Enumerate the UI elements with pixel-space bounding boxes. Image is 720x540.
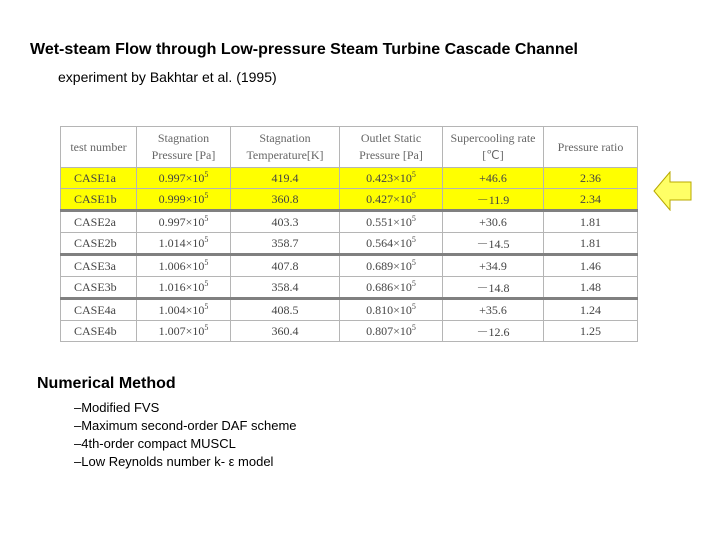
exponent: 5 xyxy=(204,214,209,223)
stagnation-pressure-cell: $1.006\times 10^5$ xyxy=(137,255,231,277)
stagnation-temperature-cell: 358.4 xyxy=(231,277,340,299)
supercooling-rate-cell: －14.8 xyxy=(443,277,544,299)
case-cell: CASE2a xyxy=(61,211,137,233)
left-arrow-icon xyxy=(653,171,693,211)
list-item: –Low Reynolds number k- ε model xyxy=(74,454,274,469)
list-item: –4th-order compact MUSCL xyxy=(74,436,236,451)
stagnation-pressure-cell: $1.004\times 10^5$ xyxy=(137,299,231,321)
pressure-ratio-cell: 1.81 xyxy=(544,233,638,255)
table-row xyxy=(61,168,638,189)
supercooling-rate-cell: +30.6 xyxy=(443,211,544,233)
stagnation-pressure-cell: $1.014\times 10^5$ xyxy=(137,233,231,255)
column-header-pressure-ratio: Pressure ratio xyxy=(544,127,638,168)
pressure-ratio-cell: 1.48 xyxy=(544,277,638,299)
stagnation-pressure-cell: $0.997\times 10^5$ xyxy=(137,168,231,189)
outlet-static-pressure-cell: $0.810\times 10^5$ xyxy=(340,299,443,321)
list-item: –Maximum second-order DAF scheme xyxy=(74,418,297,433)
exponent: 5 xyxy=(411,170,416,179)
table-row xyxy=(61,233,638,255)
page-title: Wet-steam Flow through Low-pressure Steam Turbine Cascade Channel xyxy=(30,41,578,58)
exponent: 5 xyxy=(411,191,416,200)
supercooling-rate-cell: －11.9 xyxy=(443,189,544,211)
table-row xyxy=(61,189,638,211)
supercooling-rate-cell: +35.6 xyxy=(443,299,544,321)
stagnation-temperature-cell: 407.8 xyxy=(231,255,340,277)
pressure-ratio-cell: 1.46 xyxy=(544,255,638,277)
case-cell: CASE4a xyxy=(61,299,137,321)
exponent: 5 xyxy=(411,214,416,223)
exponent: 5 xyxy=(411,279,416,288)
exponent: 5 xyxy=(411,302,416,311)
column-header-stagnation-temperature: Stagnation Temperature[K] xyxy=(231,127,340,168)
outlet-static-pressure-cell: $0.423\times 10^5$ xyxy=(340,168,443,189)
exponent: 5 xyxy=(204,323,209,332)
exponent: 5 xyxy=(204,302,209,311)
outlet-static-pressure-cell: $0.807\times 10^5$ xyxy=(340,321,443,342)
supercooling-rate-cell: +46.6 xyxy=(443,168,544,189)
outlet-static-pressure-cell: $0.689\times 10^5$ xyxy=(340,255,443,277)
column-header-test-number: test number xyxy=(61,127,137,168)
numerical-method-list xyxy=(74,399,297,471)
stagnation-pressure-cell: $0.999\times 10^5$ xyxy=(137,189,231,211)
stagnation-temperature-cell: 419.4 xyxy=(231,168,340,189)
case-cell: CASE3a xyxy=(61,255,137,277)
table-row xyxy=(61,299,638,321)
pressure-ratio-cell: 1.24 xyxy=(544,299,638,321)
stagnation-temperature-cell: 360.4 xyxy=(231,321,340,342)
exponent: 5 xyxy=(204,279,209,288)
stagnation-temperature-cell: 408.5 xyxy=(231,299,340,321)
outlet-static-pressure-cell: $0.564\times 10^5$ xyxy=(340,233,443,255)
exponent: 5 xyxy=(204,191,209,200)
table-row xyxy=(61,321,638,342)
exponent: 5 xyxy=(411,235,416,244)
stagnation-pressure-cell: $1.016\times 10^5$ xyxy=(137,277,231,299)
column-header-supercooling-rate: Supercooling rate [℃] xyxy=(443,127,544,168)
table-row xyxy=(61,211,638,233)
outlet-static-pressure-cell: $0.427\times 10^5$ xyxy=(340,189,443,211)
supercooling-rate-cell: －14.5 xyxy=(443,233,544,255)
outlet-static-pressure-cell: $0.551\times 10^5$ xyxy=(340,211,443,233)
list-item: –Modified FVS xyxy=(74,400,160,415)
exponent: 5 xyxy=(411,323,416,332)
stagnation-temperature-cell: 360.8 xyxy=(231,189,340,211)
column-header-stagnation-pressure: Stagnation Pressure [Pa] xyxy=(137,127,231,168)
case-cell: CASE1b xyxy=(61,189,137,211)
supercooling-rate-cell: +34.9 xyxy=(443,255,544,277)
table-header-row xyxy=(61,127,638,168)
stagnation-pressure-cell: $1.007\times 10^5$ xyxy=(137,321,231,342)
stagnation-temperature-cell: 358.7 xyxy=(231,233,340,255)
stagnation-pressure-cell: $0.997\times 10^5$ xyxy=(137,211,231,233)
outlet-static-pressure-cell: $0.686\times 10^5$ xyxy=(340,277,443,299)
table-row xyxy=(61,255,638,277)
exponent: 5 xyxy=(204,170,209,179)
pressure-ratio-cell: 1.25 xyxy=(544,321,638,342)
pressure-ratio-cell: 2.34 xyxy=(544,189,638,211)
column-header-outlet-static-pressure: Outlet Static Pressure [Pa] xyxy=(340,127,443,168)
case-cell: CASE3b xyxy=(61,277,137,299)
pressure-ratio-cell: 1.81 xyxy=(544,211,638,233)
exponent: 5 xyxy=(411,258,416,267)
pressure-ratio-cell: 2.36 xyxy=(544,168,638,189)
page-subtitle: experiment by Bakhtar et al. (1995) xyxy=(58,69,277,85)
table-row xyxy=(61,277,638,299)
stagnation-temperature-cell: 403.3 xyxy=(231,211,340,233)
supercooling-rate-cell: －12.6 xyxy=(443,321,544,342)
numerical-method-heading: Numerical Method xyxy=(37,375,176,392)
exponent: 5 xyxy=(204,235,209,244)
exponent: 5 xyxy=(204,258,209,267)
experiment-cases-table xyxy=(60,126,638,342)
case-cell: CASE1a xyxy=(61,168,137,189)
case-cell: CASE2b xyxy=(61,233,137,255)
case-cell: CASE4b xyxy=(61,321,137,342)
